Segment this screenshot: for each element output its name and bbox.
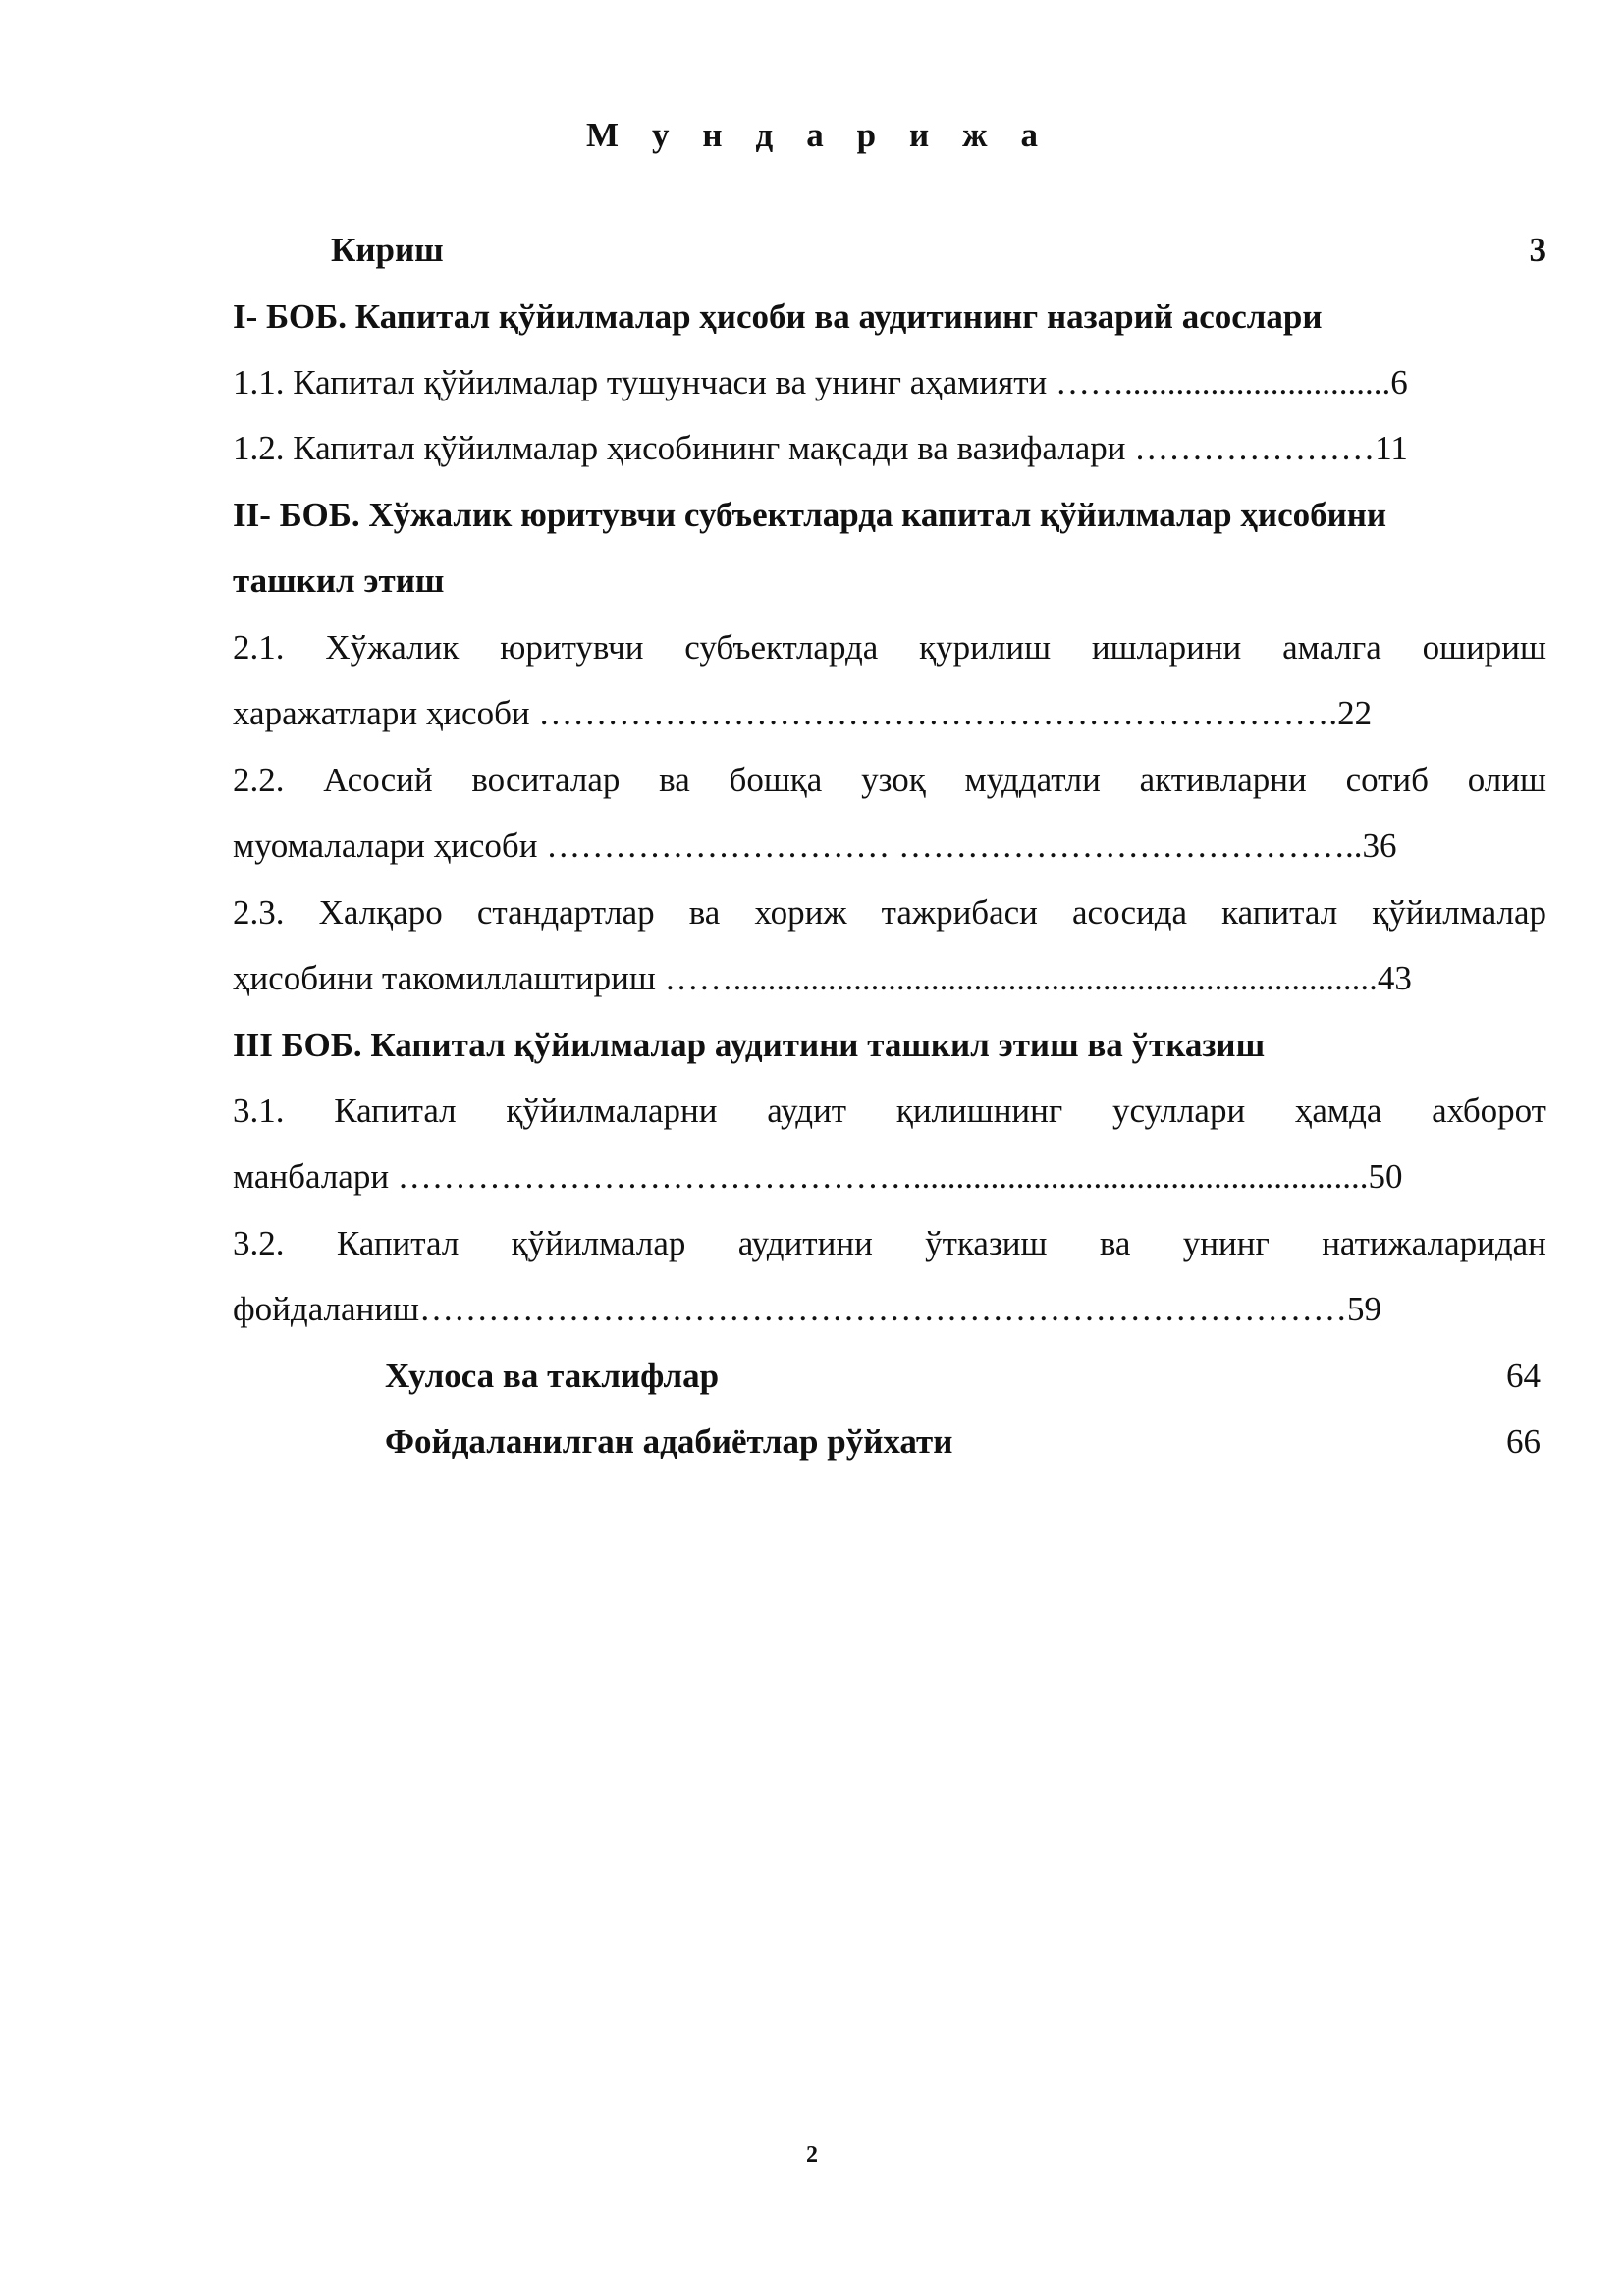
toc-word: Асосий: [323, 761, 433, 799]
toc-word: муддатли: [964, 761, 1101, 799]
toc-word: воситалар: [471, 761, 621, 799]
toc-conclusion-label: Хулоса ва таклифлар: [385, 1357, 720, 1395]
toc-section-3-1-line2: манбалари ……………………………………….....................................................50: [233, 1157, 1403, 1196]
toc-section-3-1-line1: [233, 1079, 1546, 1144]
toc-conclusion-row: [233, 1344, 1546, 1409]
toc-word: қўйилмаларни: [506, 1092, 718, 1130]
toc-word: капитал: [1221, 893, 1338, 932]
toc-word: аудит: [767, 1092, 847, 1130]
toc-word: Хўжалик: [325, 628, 460, 667]
toc-word: ахборот: [1432, 1092, 1546, 1130]
toc-word: субъектларда: [684, 628, 879, 667]
toc-section-2-2-line2: муомалалари ҳисоби ………………………… …………………………………..36: [233, 827, 1397, 865]
toc-word: тажрибаси: [881, 893, 1038, 932]
toc-word: бошқа: [729, 761, 823, 799]
toc-word: қурилиш: [919, 628, 1052, 667]
toc-word: узоқ: [861, 761, 926, 799]
toc-word: 3.1.: [233, 1092, 285, 1130]
toc-word: қўйилмалар: [511, 1224, 686, 1262]
toc-word: олиш: [1467, 761, 1546, 799]
toc-word: ва: [1099, 1224, 1131, 1262]
toc-word: Халқаро: [318, 893, 443, 932]
toc-section-2-1-line2: харажатлари ҳисоби …………………………………………………………….22: [233, 694, 1373, 732]
toc-word: амалга: [1282, 628, 1381, 667]
toc-conclusion-page: 64: [1506, 1357, 1541, 1395]
toc-intro-label: Кириш: [331, 231, 444, 269]
toc-section-2-3-line1: [233, 881, 1546, 945]
toc-chapter2-heading-line1: II- БОБ. Хўжалик юритувчи субъектларда капитал қўйилмалар ҳисобини: [233, 496, 1387, 534]
toc-section-1-2: 1.2. Капитал қўйилмалар ҳисобининг мақсади ва вазифалари …………………11: [233, 429, 1408, 467]
toc-word: ва: [659, 761, 690, 799]
page-title: М у н д а р и ж а: [585, 116, 1051, 154]
toc-word: хориж: [754, 893, 847, 932]
toc-word: ошириш: [1422, 628, 1546, 667]
toc-section-3-2-line1: [233, 1211, 1546, 1276]
toc-word: аудитини: [737, 1224, 873, 1262]
toc-chapter2-heading-line2: ташкил этиш: [233, 561, 445, 600]
toc-word: Капитал: [336, 1224, 460, 1262]
toc-chapter1-heading: I- БОБ. Капитал қўйилмалар ҳисоби ва аудитининг назарий асослари: [233, 297, 1323, 336]
toc-word: Капитал: [334, 1092, 457, 1130]
toc-word: юритувчи: [500, 628, 644, 667]
toc-word: қўйилмалар: [1372, 893, 1546, 932]
toc-section-2-2-line1: [233, 748, 1546, 813]
toc-word: 2.2.: [233, 761, 285, 799]
toc-word: 2.3.: [233, 893, 285, 932]
toc-references-row: [233, 1410, 1546, 1474]
toc-word: ҳамда: [1294, 1092, 1382, 1130]
toc-word: ва: [688, 893, 721, 932]
toc-word: ўтказиш: [925, 1224, 1048, 1262]
toc-word: унинг: [1182, 1224, 1270, 1262]
toc-word: 3.2.: [233, 1224, 285, 1262]
toc-section-1-1: 1.1. Капитал қўйилмалар тушунчаси ва унинг аҳамияти ……...............................6: [233, 363, 1408, 401]
toc-intro-row: [233, 218, 1546, 283]
toc-word: стандартлар: [476, 893, 655, 932]
toc-word: 2.1.: [233, 628, 285, 667]
toc-word: асосида: [1072, 893, 1188, 932]
toc-references-label: Фойдаланилган адабиётлар рўйхати: [385, 1422, 953, 1461]
toc-word: натижаларидан: [1322, 1224, 1546, 1262]
toc-section-2-3-line2: ҳисобини такомиллаштириш ……...........................................................................43: [233, 959, 1412, 997]
toc-word: активларни: [1139, 761, 1307, 799]
toc-chapter3-heading: III БОБ. Капитал қўйилмалар аудитини ташкил этиш ва ўтказиш: [233, 1026, 1266, 1064]
toc-word: ишларини: [1091, 628, 1242, 667]
toc-intro-page: 3: [1529, 231, 1546, 269]
toc-references-page: 66: [1506, 1422, 1541, 1461]
toc-word: сотиб: [1345, 761, 1429, 799]
toc-section-2-1-line1: [233, 615, 1546, 680]
toc-word: қилишнинг: [895, 1092, 1063, 1130]
toc-word: усуллари: [1111, 1092, 1246, 1130]
toc-section-3-2-line2: фойдаланиш………………………………………………………………………59: [233, 1290, 1381, 1328]
page-number: 2: [806, 2142, 818, 2167]
